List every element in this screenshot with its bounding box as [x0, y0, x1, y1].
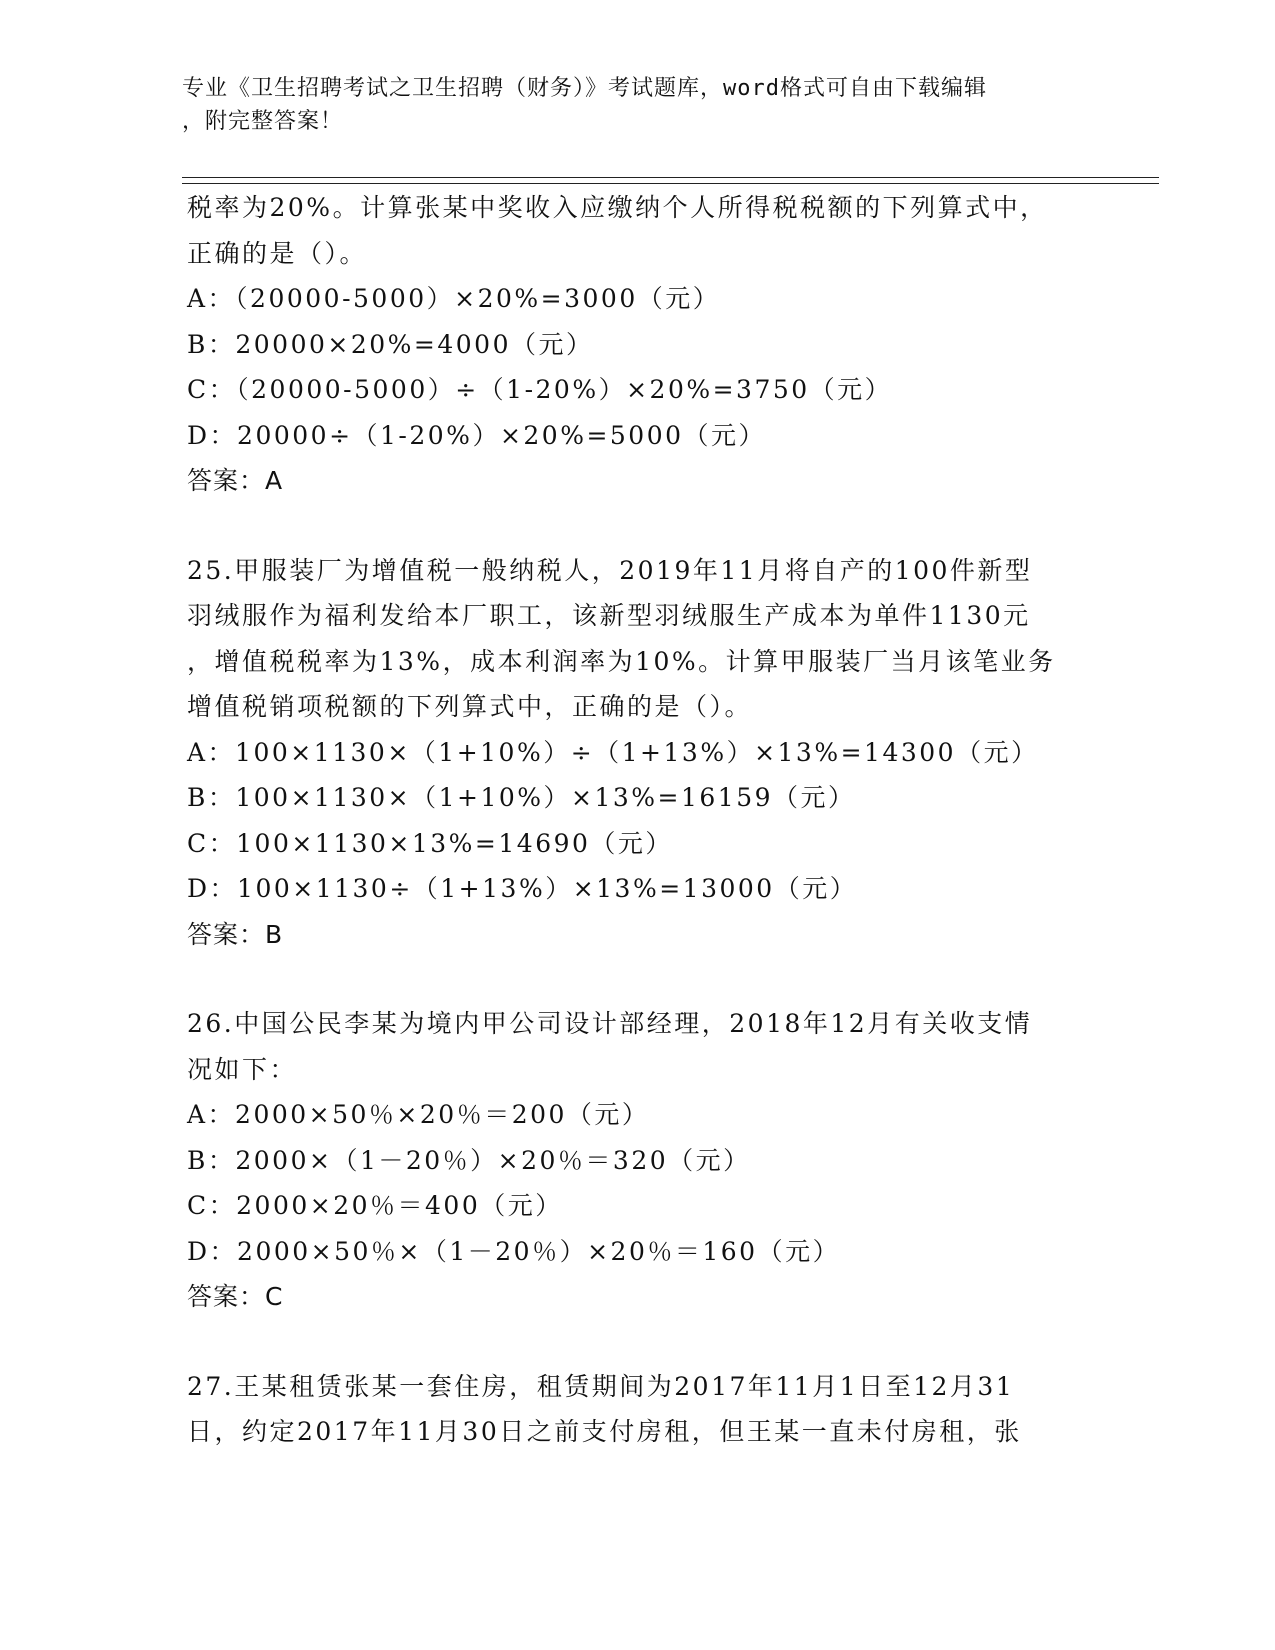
question-27	[187, 1364, 1087, 1455]
question-stem-line: 增值税销项税额的下列算式中，正确的是（）。	[187, 692, 753, 721]
option-b: B：2000×（1－20％）×20％＝320（元）	[187, 1145, 751, 1175]
document-body	[187, 185, 1087, 1455]
question-stem-line: 正确的是（）。	[187, 238, 368, 268]
option-d: D：20000÷（1-20%）×20%=5000（元）	[187, 420, 767, 450]
question-stem-line: 况如下：	[187, 1054, 298, 1084]
option-d: D：100×1130÷（1+13%）×13%=13000（元）	[187, 874, 858, 903]
question-stem-line: 26.中国公民李某为境内甲公司设计部经理，2018年12月有关收支情	[187, 1009, 1033, 1038]
question-stem-line: 25.甲服装厂为增值税一般纳税人，2019年11月将自产的100件新型	[187, 555, 1033, 585]
answer-line: 答案：C	[187, 1282, 284, 1311]
header-divider-bottom	[182, 183, 1159, 184]
spacer	[187, 957, 1087, 1001]
option-a: A：2000×50％×20％＝200（元）	[187, 1100, 650, 1129]
option-a: A：100×1130×（1+10%）÷（1+13%）×13%=14300（元）	[187, 737, 1039, 767]
question-26	[187, 1001, 1087, 1320]
question-stem-line: 税率为20%。计算张某中奖收入应缴纳个人所得税税额的下列算式中，	[187, 193, 1048, 222]
answer-line: 答案：A	[187, 466, 284, 495]
option-c: C：（20000-5000）÷（1-20%）×20%=3750（元）	[187, 375, 893, 404]
question-stem-line: ，增值税税率为13%，成本利润率为10%。计算甲服装厂当月该笔业务	[187, 646, 1056, 676]
option-a: A：（20000-5000）×20%=3000（元）	[187, 284, 721, 313]
answer-line: 答案：B	[187, 919, 284, 949]
option-c: C：100×1130×13%=14690（元）	[187, 828, 673, 858]
question-24	[187, 185, 1087, 504]
header-divider-top	[182, 177, 1159, 178]
spacer	[187, 1320, 1087, 1364]
option-b: B：20000×20%=4000（元）	[187, 329, 594, 359]
question-stem-line: 日，约定2017年11月30日之前支付房租，但王某一直未付房租，张	[187, 1417, 1022, 1446]
question-stem-line: 27.王某租赁张某一套住房，租赁期间为2017年11月1日至12月31	[187, 1371, 1015, 1401]
header-line-1: 专业《卫生招聘考试之卫生招聘（财务）》考试题库，word格式可自由下载编辑	[182, 76, 987, 101]
option-b: B：100×1130×（1+10%）×13%=16159（元）	[187, 783, 856, 812]
question-25	[187, 548, 1087, 958]
question-stem-line: 羽绒服作为福利发给本厂职工，该新型羽绒服生产成本为单件1130元	[187, 601, 1031, 630]
spacer	[187, 504, 1087, 548]
option-d: D：2000×50％×（1－20％）×20％＝160（元）	[187, 1236, 841, 1266]
header-line-2: ，附完整答案！	[182, 109, 344, 134]
option-c: C：2000×20％＝400（元）	[187, 1191, 563, 1220]
document-header	[182, 72, 1082, 138]
